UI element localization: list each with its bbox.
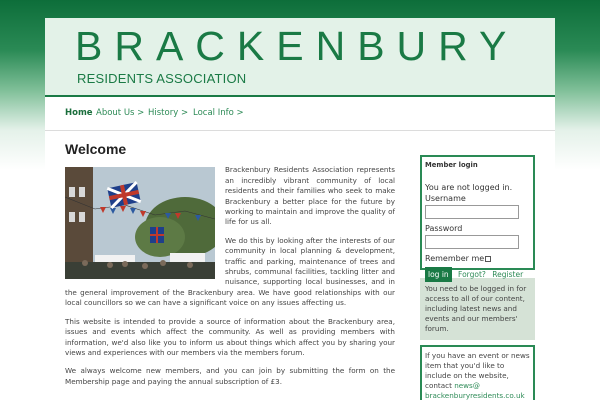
remember-me-label: Remember me bbox=[425, 254, 485, 263]
login-button[interactable]: log in bbox=[425, 267, 452, 282]
login-actions bbox=[425, 267, 530, 282]
main-content bbox=[65, 141, 395, 395]
sidebar bbox=[420, 155, 535, 400]
welcome-paragraph-1: Brackenbury Residents Association represents an incredibly vibrant community of local residents and their families who seek to make Brackenbury a better place for the future by working to maintain and improve the quality of life for us all. bbox=[225, 165, 395, 227]
page-container bbox=[45, 18, 555, 400]
register-link[interactable]: Register bbox=[492, 270, 524, 279]
nav-item-history[interactable]: History > bbox=[148, 108, 189, 118]
member-login-box bbox=[420, 155, 535, 279]
street-party-photo bbox=[65, 167, 215, 279]
welcome-paragraph-2: We do this by looking after the interests of our community in local planning & development, traffic and parking, maintenance of trees and shrubs, communal facilities, tackling litter and nuisance, supporting local businesses, and in the general improvement of the Brackenbury area. We have good relationships with our local councillors so we can have a significant voice on any issues affecting us. bbox=[65, 235, 395, 308]
login-box-title: Member login bbox=[425, 161, 478, 169]
forgot-password-link[interactable]: Forgot? bbox=[458, 270, 486, 279]
page-title: Welcome bbox=[65, 141, 127, 157]
welcome-paragraph-3: This website is intended to provide a source of information about the Brackenbury area, issues and events which affect the community. As well as providing members with information, we'd also like you to inform us about things which affect you by sharing your views and experiences with our members via the members forum. bbox=[65, 316, 395, 357]
site-logo-subtitle: RESIDENTS ASSOCIATION bbox=[77, 71, 247, 86]
street-party-image bbox=[65, 167, 215, 279]
username-input[interactable] bbox=[425, 205, 519, 219]
username-label: Username bbox=[425, 194, 466, 203]
welcome-paragraph-4: We always welcome new members, and you can join by submitting the form on the Membership page and paying the annual subscription of £3. bbox=[65, 366, 395, 386]
main-navigation bbox=[45, 97, 555, 131]
news-email-link[interactable]: news@ brackenburyresidents.co.uk bbox=[425, 381, 525, 400]
remember-me-row bbox=[425, 254, 530, 264]
nav-item-local-info[interactable]: Local Info > bbox=[193, 108, 244, 118]
news-submission-box bbox=[420, 345, 535, 400]
nav-item-about-us[interactable]: About Us > bbox=[96, 108, 145, 118]
site-logo-title[interactable]: BRACKENBURY bbox=[75, 23, 519, 69]
nav-item-home[interactable]: Home bbox=[65, 108, 93, 118]
news-submission-text: If you have an event or news item that you'd like to include on the website, contact bbox=[425, 351, 530, 390]
site-banner bbox=[45, 18, 555, 95]
password-label: Password bbox=[425, 224, 463, 233]
remember-me-checkbox[interactable] bbox=[485, 256, 491, 262]
login-status: You are not logged in. bbox=[425, 183, 513, 192]
password-input[interactable] bbox=[425, 235, 519, 249]
login-required-notice: You need to be logged in for access to all of our content, including latest news and events and our members' forum. bbox=[420, 278, 535, 340]
